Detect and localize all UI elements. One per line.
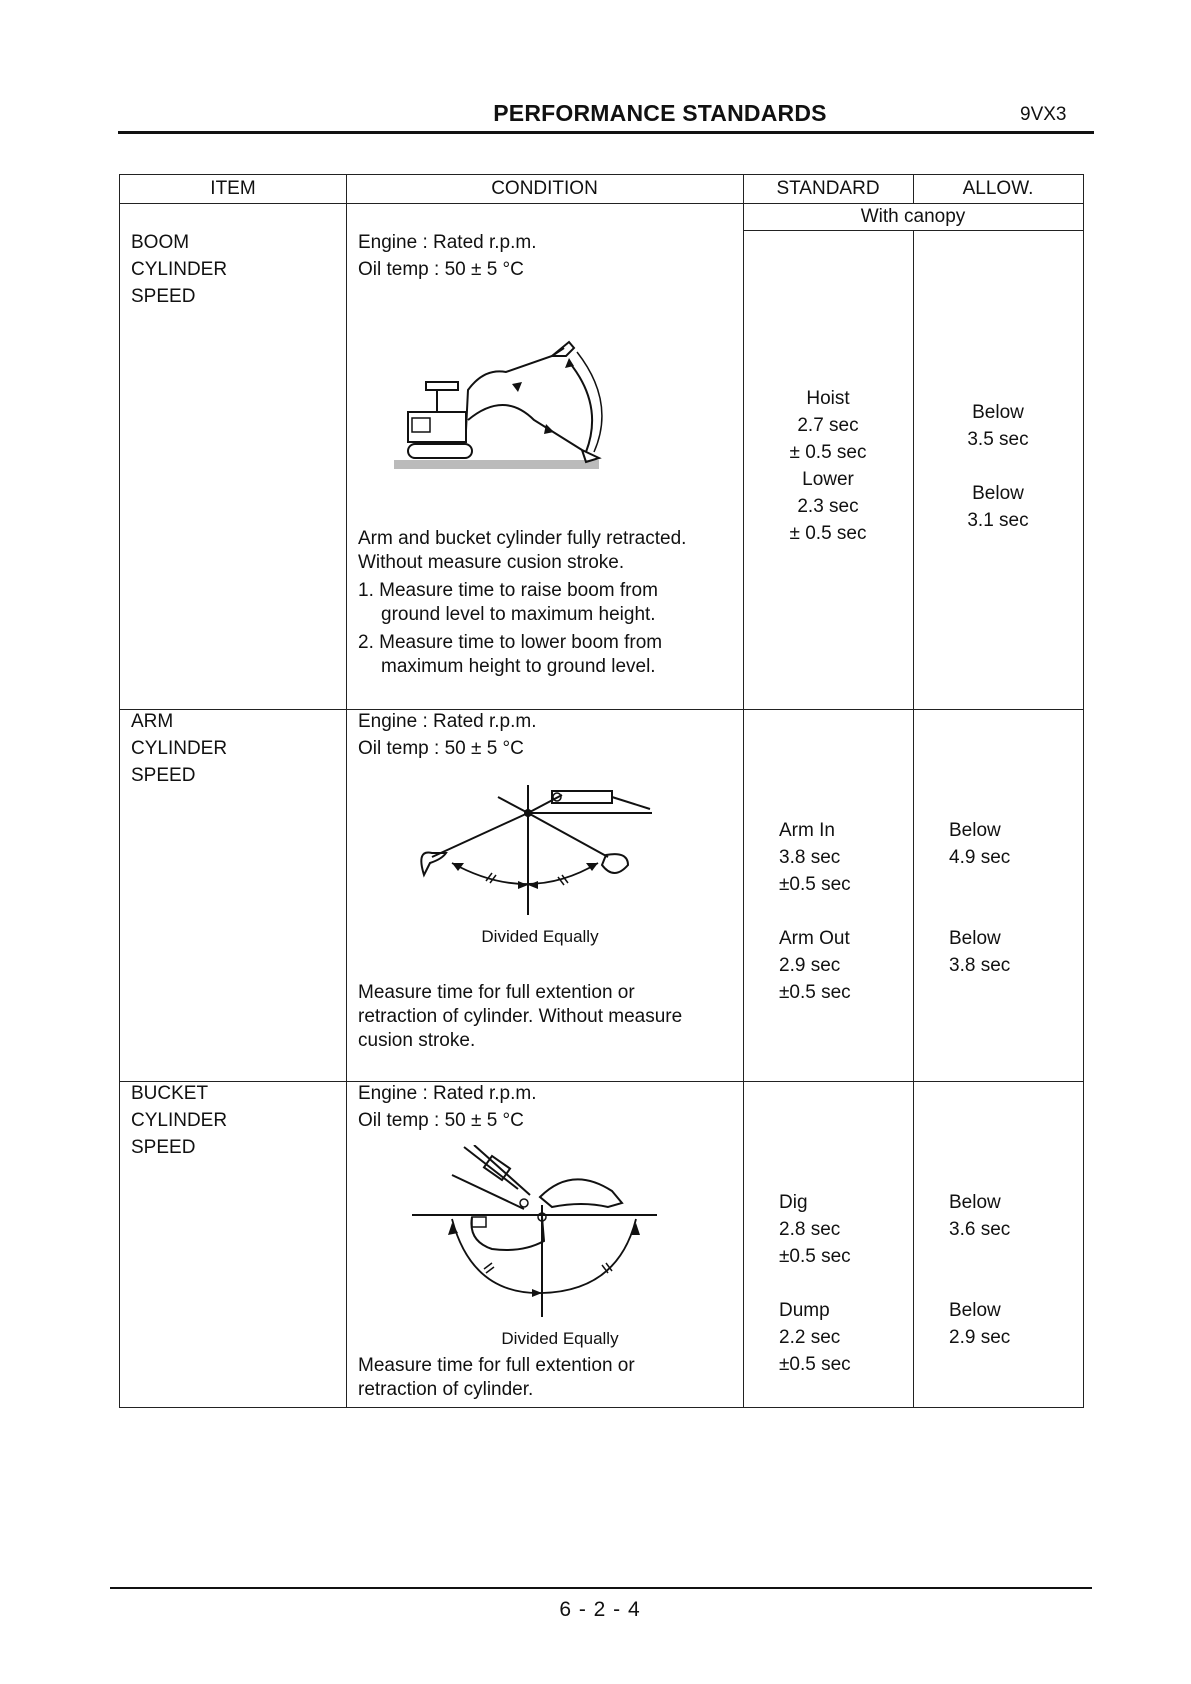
row-bucket-item bbox=[131, 1080, 227, 1161]
machine-engine-box bbox=[412, 418, 430, 432]
row-bucket-notes bbox=[358, 1354, 635, 1402]
arc-arrow-center-2 bbox=[528, 881, 538, 889]
allow-line: 3.6 sec bbox=[949, 1219, 1011, 1240]
arc-arrow-center bbox=[518, 881, 528, 889]
row-bucket-standard-dump bbox=[779, 1297, 851, 1378]
standard-line: 2.3 sec bbox=[797, 496, 859, 517]
bucket-right bbox=[602, 854, 628, 873]
item-line: SPEED bbox=[131, 1137, 196, 1158]
step-line-indent: maximum height to ground level. bbox=[381, 656, 656, 677]
allow-line: 3.1 sec bbox=[967, 510, 1029, 531]
standard-line: ±0.5 sec bbox=[779, 874, 851, 895]
tick-2 bbox=[486, 1267, 494, 1273]
arm-in-line bbox=[432, 813, 528, 857]
row-bucket-condition-top bbox=[358, 1080, 537, 1134]
item-line: SPEED bbox=[131, 765, 196, 786]
allow-line: Below bbox=[972, 402, 1024, 423]
column-header-condition: CONDITION bbox=[491, 178, 598, 199]
item-line: ARM bbox=[131, 711, 174, 732]
standard-line: ±0.5 sec bbox=[779, 982, 851, 1003]
bucket-cylinder bbox=[484, 1156, 510, 1180]
item-line: SPEED bbox=[131, 286, 196, 307]
boom-arm bbox=[466, 348, 564, 430]
allow-line: 2.9 sec bbox=[949, 1327, 1011, 1348]
step-line-indent: ground level to maximum height. bbox=[381, 604, 656, 625]
item-line: CYLINDER bbox=[131, 1110, 228, 1131]
step-line: 2. Measure time to lower boom from bbox=[358, 632, 663, 653]
column-header-item: ITEM bbox=[210, 178, 256, 199]
standard-line: 2.8 sec bbox=[779, 1219, 841, 1240]
arrow-head-mid bbox=[512, 382, 522, 392]
subheader-with-canopy: With canopy bbox=[860, 206, 966, 227]
row-boom-step-2 bbox=[358, 631, 662, 679]
row-divider-1 bbox=[120, 709, 1083, 710]
boom-lower bbox=[468, 405, 582, 450]
allow-line: 3.5 sec bbox=[967, 429, 1029, 450]
page-header-title: PERFORMANCE STANDARDS bbox=[493, 100, 827, 126]
row-arm-standard-in bbox=[779, 817, 851, 898]
row-boom-step-1 bbox=[358, 579, 658, 627]
standard-line: 3.8 sec bbox=[779, 847, 841, 868]
standard-line: Arm In bbox=[779, 820, 835, 841]
allow-line: Below bbox=[972, 483, 1024, 504]
note-line: Measure time for full extention or bbox=[358, 982, 635, 1003]
standard-line: ±0.5 sec bbox=[779, 1246, 851, 1267]
pin-1 bbox=[520, 1199, 528, 1207]
item-line: BUCKET bbox=[131, 1083, 209, 1104]
item-line: CYLINDER bbox=[131, 259, 228, 280]
cylinder-rod bbox=[612, 797, 650, 809]
arm-out-line bbox=[528, 813, 608, 857]
row-boom-allow-lower bbox=[913, 480, 1083, 534]
hoist-arc bbox=[569, 362, 592, 452]
condition-oil-temp: Oil temp : 50 ± 5 °C bbox=[358, 1110, 524, 1131]
column-header-standard: STANDARD bbox=[776, 178, 880, 199]
row-arm-condition-top bbox=[358, 708, 537, 762]
boom-excavator-diagram bbox=[394, 320, 664, 485]
row-bucket-standard-dig bbox=[779, 1189, 851, 1270]
arc-arrow-left bbox=[448, 1223, 458, 1235]
track bbox=[408, 444, 472, 458]
row-arm-allow-in bbox=[949, 817, 1010, 871]
row-boom-condition-top bbox=[358, 229, 537, 283]
bucket-dig bbox=[471, 1217, 544, 1250]
page-header-code: 9VX3 bbox=[1020, 104, 1067, 125]
bucket-teeth bbox=[472, 1217, 486, 1227]
machine-body bbox=[408, 412, 466, 442]
bucket-dump bbox=[540, 1179, 622, 1207]
allow-line: Below bbox=[949, 928, 1001, 949]
arm-cylinder-diagram bbox=[402, 785, 662, 920]
row-bucket-allow-dig bbox=[949, 1189, 1010, 1243]
allow-line: 4.9 sec bbox=[949, 847, 1011, 868]
condition-engine: Engine : Rated r.p.m. bbox=[358, 232, 537, 253]
arm-diagram-label: Divided Equally bbox=[481, 927, 599, 946]
condition-engine: Engine : Rated r.p.m. bbox=[358, 1083, 537, 1104]
arm-pivot bbox=[524, 809, 532, 817]
allow-line: Below bbox=[949, 1192, 1001, 1213]
allow-line: Below bbox=[949, 820, 1001, 841]
allow-line: 3.8 sec bbox=[949, 955, 1011, 976]
item-line: CYLINDER bbox=[131, 738, 228, 759]
ground-hatch bbox=[394, 460, 599, 469]
arc-arrow-right bbox=[586, 863, 598, 871]
note-line: Without measure cusion stroke. bbox=[358, 552, 625, 573]
standard-line: ± 0.5 sec bbox=[789, 442, 867, 463]
col-divider-item bbox=[346, 175, 347, 1407]
arm-line-3 bbox=[474, 1145, 530, 1195]
tick-1 bbox=[484, 1263, 492, 1269]
row-arm-item bbox=[131, 708, 227, 789]
note-line: Arm and bucket cylinder fully retracted. bbox=[358, 528, 687, 549]
note-line: retraction of cylinder. Without measure bbox=[358, 1006, 683, 1027]
row-boom-item bbox=[131, 229, 227, 310]
arm-diagonal-left bbox=[498, 797, 528, 813]
column-header-allow: ALLOW. bbox=[962, 178, 1034, 199]
condition-engine: Engine : Rated r.p.m. bbox=[358, 711, 537, 732]
row-arm-notes bbox=[358, 981, 682, 1053]
standard-line: Dump bbox=[779, 1300, 830, 1321]
page-number: 6 - 2 - 4 bbox=[559, 1598, 641, 1621]
subheader-row-divider bbox=[743, 230, 1083, 231]
standard-line: Dig bbox=[779, 1192, 808, 1213]
condition-oil-temp: Oil temp : 50 ± 5 °C bbox=[358, 259, 524, 280]
item-line: BOOM bbox=[131, 232, 190, 253]
divided-arc bbox=[452, 863, 598, 884]
footer-rule bbox=[110, 1587, 1092, 1589]
standard-line: 2.9 sec bbox=[779, 955, 841, 976]
row-arm-allow-out bbox=[949, 925, 1010, 979]
note-line: cusion stroke. bbox=[358, 1030, 476, 1051]
row-arm-standard-out bbox=[779, 925, 851, 1006]
standard-line: Lower bbox=[802, 469, 854, 490]
row-divider-2 bbox=[120, 1081, 1083, 1082]
row-boom-standard bbox=[743, 385, 913, 547]
note-line: Measure time for full extention or bbox=[358, 1355, 635, 1376]
allow-line: Below bbox=[949, 1300, 1001, 1321]
standard-line: Arm Out bbox=[779, 928, 850, 949]
condition-oil-temp: Oil temp : 50 ± 5 °C bbox=[358, 738, 524, 759]
row-boom-notes bbox=[358, 527, 686, 575]
row-bucket-allow-dump bbox=[949, 1297, 1010, 1351]
standard-line: 2.2 sec bbox=[779, 1327, 841, 1348]
row-boom-allow-hoist bbox=[913, 399, 1083, 453]
arc-arrow-left bbox=[452, 863, 464, 871]
step-line: 1. Measure time to raise boom from bbox=[358, 580, 658, 601]
col-divider-condition bbox=[743, 175, 744, 1407]
standard-line: Hoist bbox=[806, 388, 850, 409]
performance-table bbox=[119, 174, 1084, 1408]
note-line: retraction of cylinder. bbox=[358, 1379, 534, 1400]
standard-line: 2.7 sec bbox=[797, 415, 859, 436]
standard-line: ±0.5 sec bbox=[779, 1354, 851, 1375]
header-rule bbox=[118, 131, 1094, 134]
arc-arrow-bottom bbox=[532, 1289, 542, 1297]
seat-canopy bbox=[426, 382, 458, 390]
bucket-diagram-label: Divided Equally bbox=[501, 1329, 619, 1348]
standard-line: ± 0.5 sec bbox=[789, 523, 867, 544]
bucket-cylinder-diagram bbox=[412, 1145, 662, 1320]
